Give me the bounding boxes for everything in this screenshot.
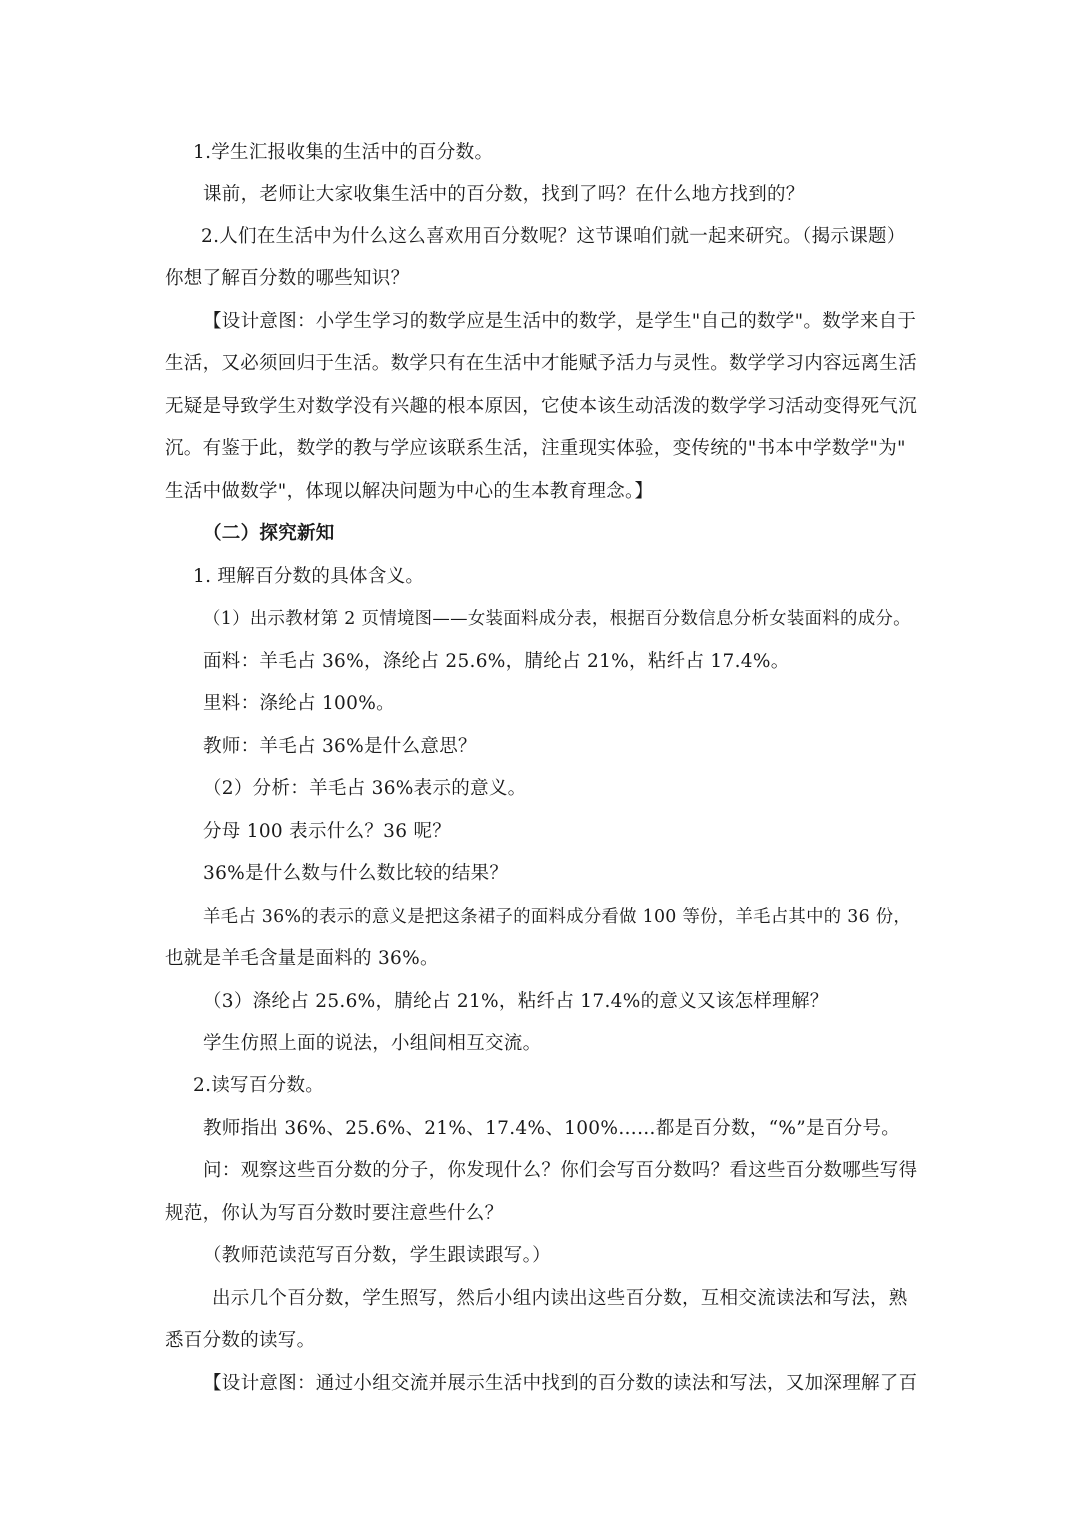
paragraph-line: 规范，你认为写百分数时要注意些什么？ <box>165 1203 504 1224</box>
paragraph-line: 无疑是导致学生对数学没有兴趣的根本原因，它使本该生动活泼的数学学习活动变得死气沉 <box>165 396 918 417</box>
paragraph-line: 教师：羊毛占 36%是什么意思？ <box>203 736 477 757</box>
paragraph-line: 课前，老师让大家收集生活中的百分数，找到了吗？在什么地方找到的？ <box>203 184 805 205</box>
paragraph-line: 【设计意图：通过小组交流并展示生活中找到的百分数的读法和写法，又加深理解了百 <box>203 1373 918 1394</box>
section-heading: （二）探究新知 <box>203 523 335 544</box>
paragraph-line: 羊毛占 36%的表示的意义是把这条裙子的面料成分看做 100 等份，羊毛占其中的 36 份， <box>203 907 912 927</box>
paragraph-line: 悉百分数的读写。 <box>165 1330 316 1351</box>
paragraph-line: 36%是什么数与什么数比较的结果？ <box>203 863 509 884</box>
paragraph-line: 生活，又必须回归于生活。数学只有在生活中才能赋予活力与灵性。数学学习内容远离生活 <box>165 353 918 374</box>
paragraph-line: 学生仿照上面的说法，小组间相互交流。 <box>203 1033 542 1054</box>
paragraph-line: 1.学生汇报收集的生活中的百分数。 <box>193 142 494 163</box>
paragraph-line: 【设计意图：小学生学习的数学应是生活中的数学，是学生"自己的数学"。数学来自于 <box>203 311 917 332</box>
paragraph-line: 里料：涤纶占 100%。 <box>203 693 395 714</box>
paragraph-line: 分母 100 表示什么？36 呢？ <box>203 821 452 842</box>
paragraph-line: 问：观察这些百分数的分子，你发现什么？你们会写百分数吗？看这些百分数哪些写得 <box>203 1160 918 1181</box>
paragraph-line: 你想了解百分数的哪些知识？ <box>165 268 410 289</box>
paragraph-line: （2）分析：羊毛占 36%表示的意义。 <box>203 778 527 799</box>
paragraph-line: 面料：羊毛占 36%，涤纶占 25.6%，腈纶占 21%，粘纤占 17.4%。 <box>203 651 790 672</box>
paragraph-line: （3）涤纶占 25.6%，腈纶占 21%，粘纤占 17.4%的意义又该怎样理解？ <box>203 991 829 1012</box>
paragraph-line: 2.人们在生活中为什么这么喜欢用百分数呢？这节课咱们就一起来研究。（揭示课题） <box>201 226 906 247</box>
paragraph-line: 2.读写百分数。 <box>193 1075 325 1096</box>
paragraph-line: 教师指出 36%、25.6%、21%、17.4%、100%……都是百分数，“%”是百分号。 <box>203 1118 901 1139</box>
paragraph-line: 也就是羊毛含量是面料的 36%。 <box>165 948 439 969</box>
paragraph-line: 生活中做数学"，体现以解决问题为中心的生本教育理念。】 <box>165 481 654 502</box>
paragraph-line: 1. 理解百分数的具体含义。 <box>193 566 425 587</box>
paragraph-line: （1）出示教材第 2 页情境图——女装面料成分表，根据百分数信息分析女装面料的成分。 <box>203 609 911 629</box>
paragraph-line: （教师范读范写百分数，学生跟读跟写。） <box>203 1245 551 1266</box>
paragraph-line: 出示几个百分数，学生照写，然后小组内读出这些百分数，互相交流读法和写法，熟 <box>212 1288 908 1309</box>
paragraph-line: 沉。有鉴于此，数学的教与学应该联系生活，注重现实体验，变传统的"书本中学数学"为" <box>165 438 906 459</box>
